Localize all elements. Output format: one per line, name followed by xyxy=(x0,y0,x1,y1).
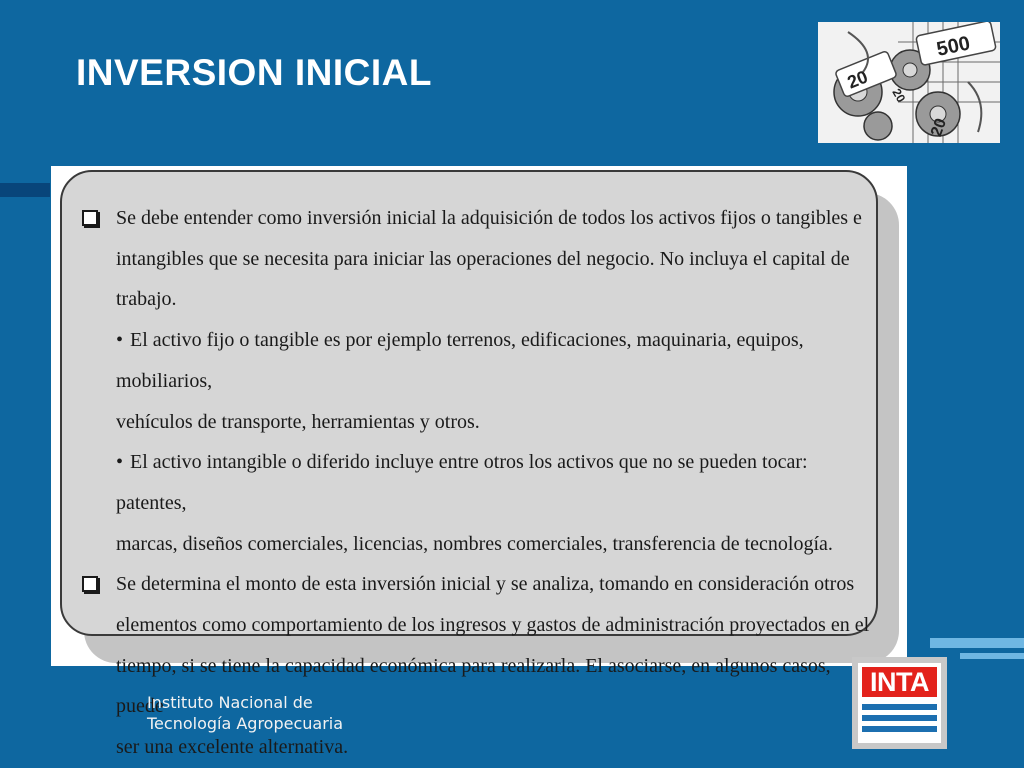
paragraph-inversion-definicion xyxy=(80,198,870,564)
inta-logo xyxy=(852,657,947,749)
banknote-20c-text: 20 xyxy=(928,116,951,139)
inta-logo-stripe xyxy=(862,715,937,721)
inta-logo-text: INTA xyxy=(862,667,937,697)
paragraph-determinacion-monto xyxy=(80,564,870,768)
text-line: elementos como comportamiento de los ingresos y gastos de administración proyectados en el xyxy=(116,614,870,637)
right-accent-stripe-thin xyxy=(960,653,1024,659)
text-line: intangibles que se necesita para iniciar las operaciones del negocio. No incluya el capital de trabajo. xyxy=(116,247,850,311)
money-gears-illustration xyxy=(818,22,1000,143)
text-line: marcas, diseños comerciales, licencias, nombres comerciales, transferencia de tecnología. xyxy=(116,532,833,555)
banknote-20-text: 20 xyxy=(844,66,871,93)
slide-title: INVERSION INICIAL xyxy=(76,52,432,93)
bullet-dot: • xyxy=(116,451,124,474)
inta-logo-inner xyxy=(858,663,941,743)
checkbox-bullet-icon xyxy=(82,576,98,592)
inta-logo-stripe xyxy=(862,726,937,732)
banknote-20b-text: 20 xyxy=(889,86,909,105)
bullet-dot: • xyxy=(116,329,124,352)
checkbox-bullet-icon xyxy=(82,210,98,226)
text-line: El activo intangible o diferido incluye entre otros los activos que no se pueden tocar: patentes, xyxy=(116,451,808,514)
left-accent-stripe xyxy=(0,183,50,197)
inta-logo-stripe xyxy=(862,704,937,710)
content-text xyxy=(80,198,870,768)
text-line: El activo fijo o tangible es por ejemplo terrenos, edificaciones, maquinaria, equipos, mobiliarios, xyxy=(116,329,804,392)
money-gears-image xyxy=(818,22,1000,143)
bullet-item-activo-intangible xyxy=(116,442,870,523)
bullet-item-activo-fijo xyxy=(116,320,870,401)
text-line: Se determina el monto de esta inversión inicial y se analiza, tomando en consideración otros xyxy=(116,573,855,596)
text-line: ser una excelente alternativa. xyxy=(116,736,349,759)
org-name-line1: Instituto Nacional de xyxy=(147,693,313,712)
text-line: tiempo, si se tiene la capacidad económica para realizarla. El asociarse, en algunos casos, puede xyxy=(116,654,831,718)
text-line: vehículos de transporte, herramientas y otros. xyxy=(116,410,480,433)
right-accent-stripe xyxy=(930,638,1024,648)
footer-organization xyxy=(147,692,343,734)
text-line: Se debe entender como inversión inicial la adquisición de todos los activos fijos o tangibles e xyxy=(116,207,862,229)
org-name-line2: Tecnología Agropecuaria xyxy=(147,714,344,733)
banknote-500-text: 500 xyxy=(934,32,972,61)
